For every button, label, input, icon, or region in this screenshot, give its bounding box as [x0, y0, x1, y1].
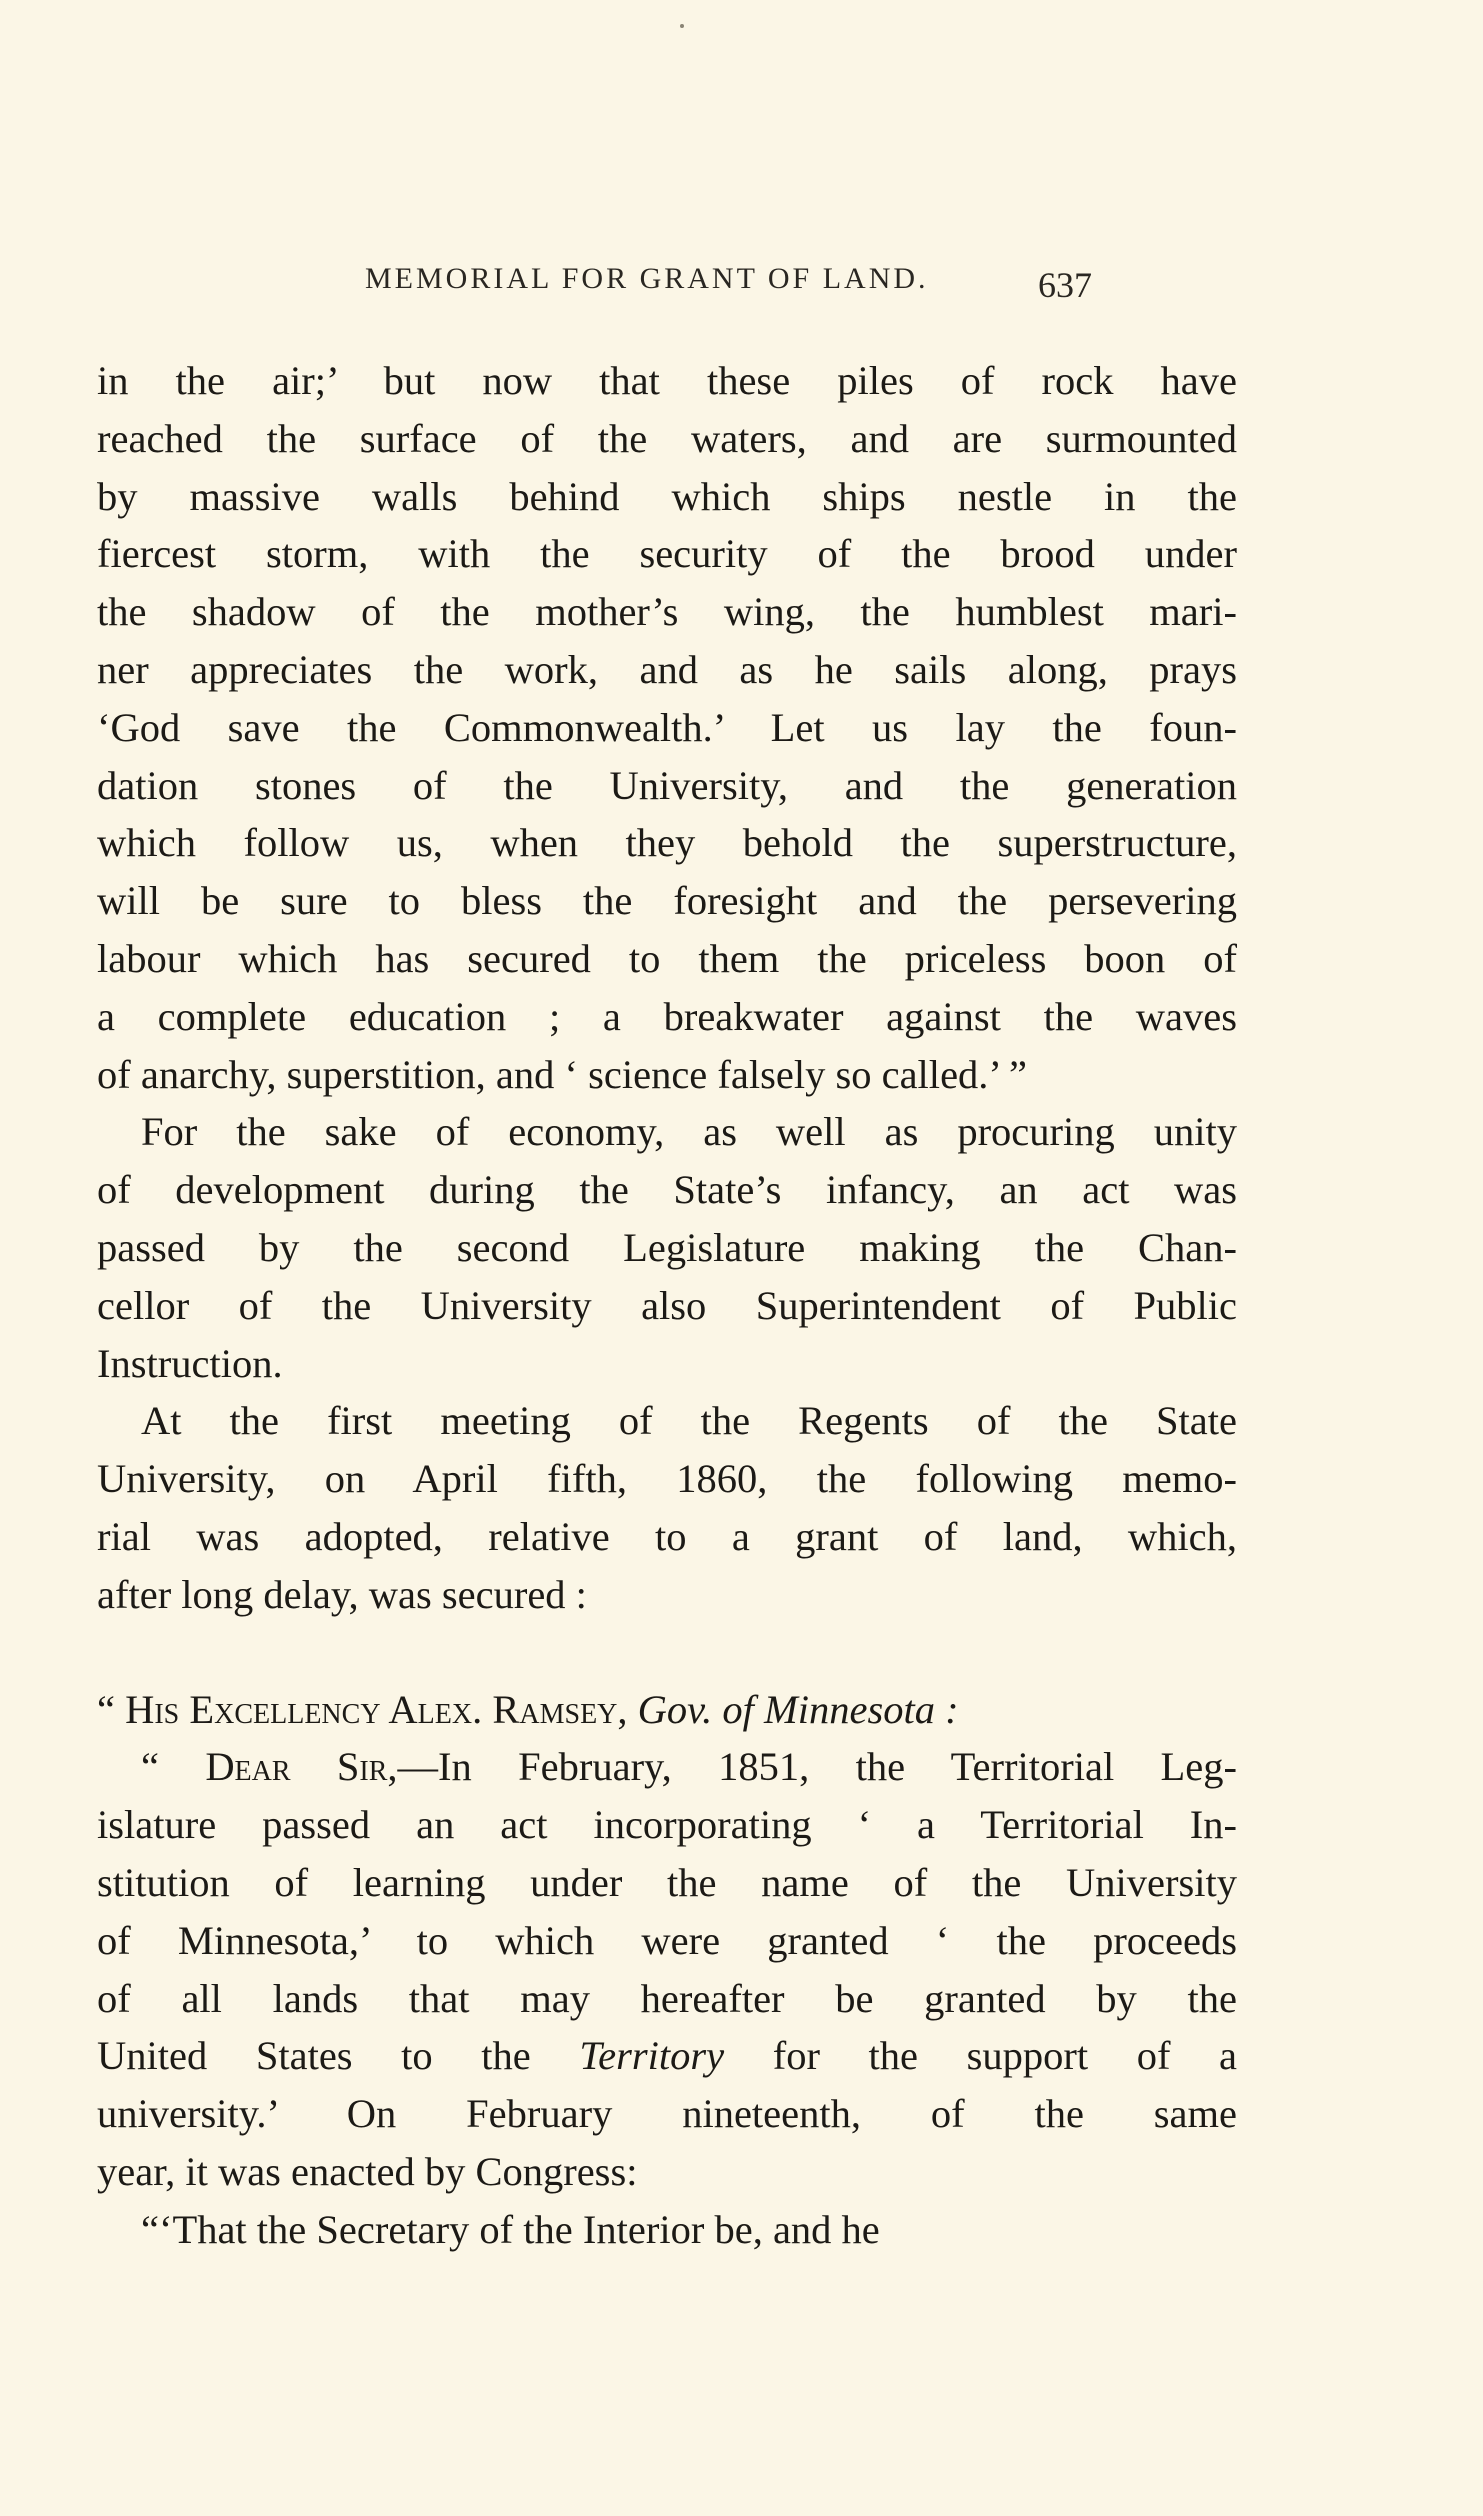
ink-speck	[680, 24, 684, 28]
text-line: of development during the State’s infancy, an act was	[97, 1167, 1237, 1213]
text-line: university.’ On February nineteenth, of the same	[97, 2091, 1237, 2137]
text-line: fiercest storm, with the security of the brood under	[97, 531, 1237, 577]
paragraph-first-line: At the first meeting of the Regents of the State	[141, 1398, 1237, 1444]
running-head	[0, 262, 1483, 305]
addressee-name: His Excellency Alex. Ramsey,	[125, 1686, 628, 1732]
text-line: cellor of the University also Superintendent of Public	[97, 1282, 1237, 1328]
addressee-title: Gov. of Minnesota :	[637, 1686, 959, 1732]
paragraph-first-line: For the sake of economy, as well as procuring unity	[141, 1109, 1237, 1155]
open-quote: “	[97, 1686, 126, 1732]
text-line: after long delay, was secured :	[97, 1571, 587, 1617]
text-span: for the support of a	[724, 2033, 1237, 2079]
page-number: 637	[1038, 265, 1092, 305]
text-line: by massive walls behind which ships nestle in the	[97, 473, 1237, 519]
letter-text: —In February, 1851, the Territorial Leg-	[397, 1744, 1238, 1790]
letter-greeting-line	[97, 1738, 1237, 1796]
open-quote: “	[141, 1744, 206, 1790]
text-line: passed by the second Legislature making the Chan-	[97, 1224, 1237, 1270]
text-line: year, it was enacted by Congress:	[97, 2148, 638, 2194]
text-line	[97, 2027, 1237, 2085]
text-line: will be sure to bless the foresight and the persevering	[97, 878, 1237, 924]
section-gap	[97, 1624, 1237, 1681]
italic-territory: Territory	[579, 2033, 725, 2079]
running-head-title: MEMORIAL FOR GRANT OF LAND.	[365, 262, 929, 295]
text-line: ‘God save the Commonwealth.’ Let us lay the foun-	[97, 704, 1237, 750]
text-line: in the air;’ but now that these piles of rock have	[97, 358, 1237, 403]
text-line: of anarchy, superstition, and ‘ science falsely so called.’ ”	[97, 1051, 1027, 1097]
text-line: University, on April fifth, 1860, the following memo-	[97, 1456, 1237, 1502]
paragraph-first-line: “‘That the Secretary of the Interior be, and he	[141, 2206, 880, 2252]
text-line: ner appreciates the work, and as he sails along, prays	[97, 646, 1237, 692]
memorial-address	[97, 1681, 1237, 1739]
text-line: which follow us, when they behold the superstructure,	[97, 820, 1237, 866]
text-line: islature passed an act incorporating ‘ a Territorial In-	[97, 1802, 1237, 1848]
page-body	[97, 352, 1237, 2259]
text-line: reached the surface of the waters, and are surmounted	[97, 415, 1237, 461]
text-line: of Minnesota,’ to which were granted ‘ the proceeds	[97, 1917, 1237, 1963]
text-span: United States to the	[97, 2033, 580, 2079]
text-line: of all lands that may hereafter be granted by the	[97, 1975, 1237, 2021]
text-line: the shadow of the mother’s wing, the humblest mari-	[97, 589, 1237, 635]
text-line: rial was adopted, relative to a grant of land, which,	[97, 1513, 1237, 1559]
text-line: labour which has secured to them the priceless boon of	[97, 935, 1237, 981]
text-line: Instruction.	[97, 1340, 283, 1386]
letter-greeting: Dear Sir,	[205, 1744, 398, 1790]
text-line: stitution of learning under the name of the University	[97, 1859, 1237, 1905]
text-line: a complete education ; a breakwater against the waves	[97, 993, 1237, 1039]
text-line: dation stones of the University, and the generation	[97, 762, 1237, 808]
